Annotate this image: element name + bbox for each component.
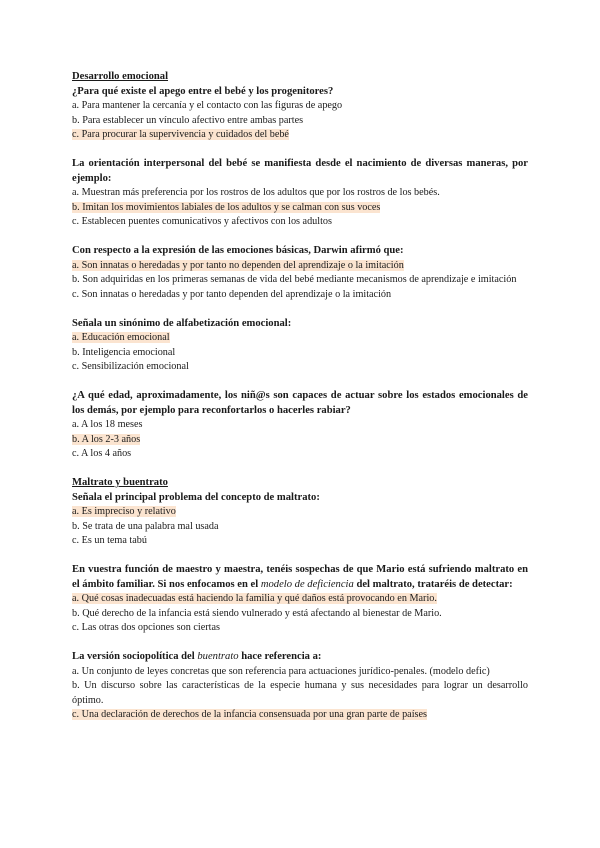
option-3a [72,259,528,274]
option-1c [72,128,528,143]
option-6c: c. Es un tema tabú [72,535,147,546]
option-5b [72,433,528,448]
answer-highlight: a. Educación emocional [72,332,170,343]
question-3: Con respecto a la expresión de las emociones básicas, Darwin afirmó que: [72,245,404,256]
answer-highlight: a. Qué cosas inadecuadas está haciendo la familia y qué daños está provocando en Mario. [72,593,437,604]
question-7: En vuestra función de maestro y maestra, tenéis sospechas de que Mario está sufriendo maltrato en el ámbito familiar. Si nos enfocamos en el modelo de deficiencia del maltrato, trataréis de detectar: [72,564,528,590]
answer-highlight: b. Imitan los movimientos labiales de los adultos y se calman con sus voces [72,201,381,213]
question-2: La orientación interpersonal del bebé se manifiesta desde el nacimiento de diversas maneras, por ejemplo: [72,158,528,184]
option-4c: c. Sensibilización emocional [72,361,189,372]
option-8a: a. Un conjunto de leyes concretas que son referencia para actuaciones jurídico-penales. (modelo defic) [72,665,490,677]
answer-highlight: c. Para procurar la supervivencia y cuidados del bebé [72,129,289,140]
option-1b: b. Para establecer un vínculo afectivo entre ambas partes [72,114,304,126]
answer-highlight: a. Es impreciso y relativo [72,506,176,517]
option-6b: b. Se trata de una palabra mal usada [72,520,219,532]
question-5: ¿A qué edad, aproximadamente, los niñ@s son capaces de actuar sobre los estados emocionales de los demás, por ejemplo para reconfortarlos o hacerles rabiar? [72,390,528,416]
answer-highlight: c. Una declaración de derechos de la infancia consensuada por una gran parte de países [72,709,427,720]
answer-highlight: b. A los 2-3 años [72,433,141,445]
quiz-block-1 [72,70,528,143]
quiz-block-2 [72,157,528,230]
option-7a [72,592,528,607]
document-page [72,70,528,723]
quiz-block-7 [72,563,528,636]
option-7c: c. Las otras dos opciones son ciertas [72,622,220,633]
option-8b: b. Un discurso sobre las características de la especie humana y sus necesidades para lograr un desarrollo óptimo. [72,680,528,706]
section-title-maltrato-buentrato: Maltrato y buentrato [72,477,168,488]
quiz-block-5 [72,389,528,462]
question-8: La versión sociopolítica del buentrato hace referencia a: [72,651,322,662]
option-2b [72,201,528,216]
option-4a [72,331,528,346]
option-8c [72,708,528,723]
option-6a [72,505,528,520]
question-6: Señala el principal problema del concepto de maltrato: [72,491,320,503]
option-3b: b. Son adquiridas en los primeras semanas de vida del bebé mediante mecanismos de aprendizaje e imitación [72,274,517,285]
question-1: ¿Para qué existe el apego entre el bebé y los progenitores? [72,85,334,97]
question-4: Señala un sinónimo de alfabetización emocional: [72,317,292,329]
option-7b: b. Qué derecho de la infancia está siendo vulnerado y está afectando al bienestar de Mario. [72,607,442,619]
option-2c: c. Establecen puentes comunicativos y afectivos con los adultos [72,216,332,227]
option-3c: c. Son innatas o heredadas y por tanto dependen del aprendizaje o la imitación [72,288,392,300]
quiz-block-3 [72,244,528,302]
option-5a: a. A los 18 meses [72,419,143,430]
quiz-block-8 [72,650,528,723]
option-1a: a. Para mantener la cercanía y el contacto con las figuras de apego [72,100,343,111]
answer-highlight: a. Son innatas o heredadas y por tanto no dependen del aprendizaje o la imitación [72,259,404,271]
section-title-desarrollo-emocional: Desarrollo emocional [72,71,169,82]
option-4b: b. Inteligencia emocional [72,346,176,358]
quiz-block-4 [72,317,528,375]
quiz-block-6 [72,476,528,549]
option-5c: c. A los 4 años [72,448,132,459]
option-2a: a. Muestran más preferencia por los rostros de los adultos que por los rostros de los bebés. [72,187,440,198]
